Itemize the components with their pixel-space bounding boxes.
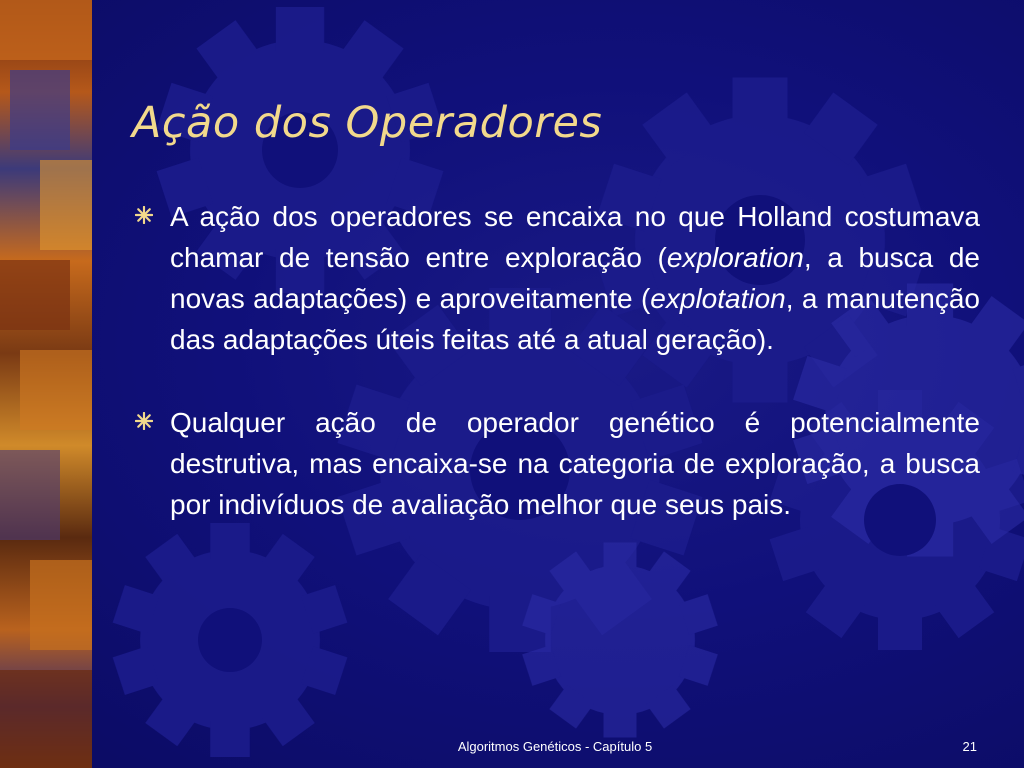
decorative-side-strip [0, 0, 92, 768]
slide-title: Ação dos Operadores [132, 98, 603, 148]
asterisk-flower-icon [135, 412, 153, 430]
asterisk-flower-icon [135, 206, 153, 224]
bullet-text: Qualquer ação de operador genético é potencialmente destrutiva, mas encaixa-se na categoria de exploração, a busca por indivíduos de avaliação melhor que seus pais. [170, 407, 980, 520]
page-number: 21 [962, 739, 977, 754]
bullet-text-part: , a manutenção das adaptações úteis feitas até a atual geração). [170, 283, 980, 355]
bullet-text-part: , a busca de novas adaptações) e aproveitamente ( [170, 242, 980, 314]
bullet-italic-term: exploration [666, 242, 804, 273]
slide-footer: Algoritmos Genéticos - Capítulo 5 [457, 739, 653, 754]
bullet-italic-term: explotation [650, 283, 786, 314]
bullet-text-part: A ação dos operadores se encaixa no que Holland costumava chamar de tensão entre exploração ( [170, 201, 980, 273]
bullet-item [130, 402, 980, 525]
bullet-item [130, 196, 980, 360]
bullet-list [130, 196, 980, 567]
